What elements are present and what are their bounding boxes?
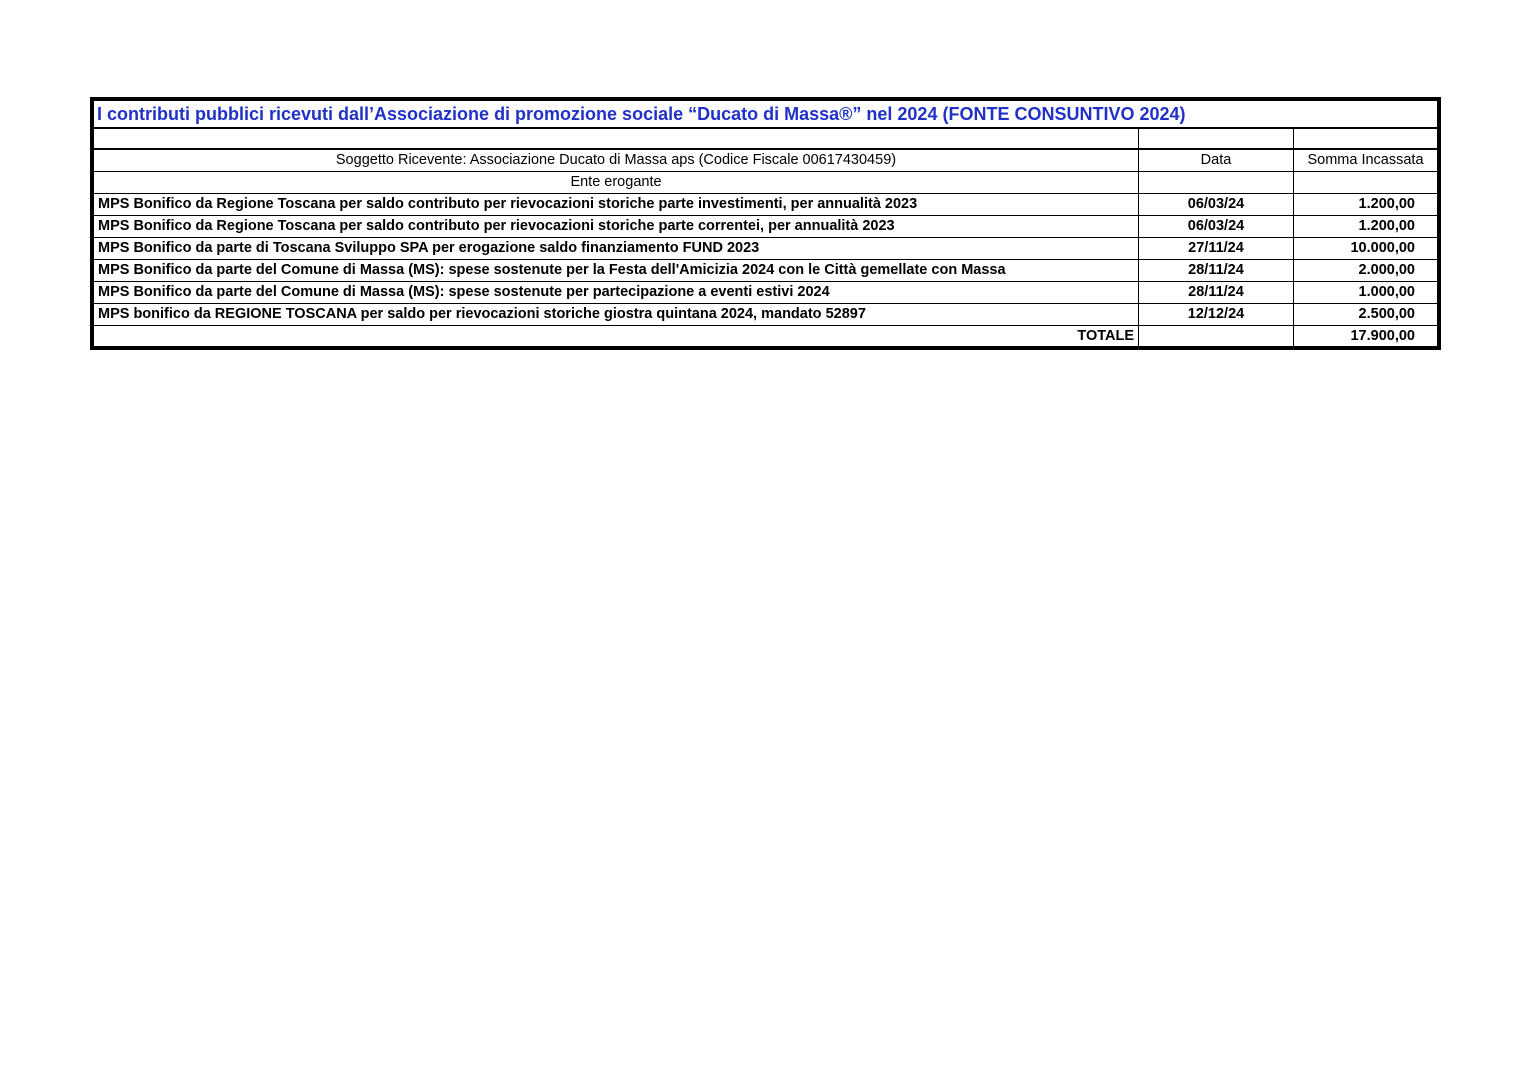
spacer-row: [94, 128, 1438, 149]
row-date: 06/03/24: [1139, 216, 1294, 238]
empty-cell: [1139, 326, 1294, 347]
table-row: [94, 282, 1438, 304]
row-amount: 2.500,00: [1294, 304, 1438, 326]
row-date: 12/12/24: [1139, 304, 1294, 326]
total-label: TOTALE: [94, 326, 1139, 347]
contributions-table: [93, 100, 1438, 347]
empty-cell: [1294, 128, 1438, 149]
row-amount: 10.000,00: [1294, 238, 1438, 260]
row-amount: 2.000,00: [1294, 260, 1438, 282]
total-amount: 17.900,00: [1294, 326, 1438, 347]
row-description: MPS Bonifico da parte del Comune di Massa (MS): spese sostenute per partecipazione a eventi estivi 2024: [94, 282, 1139, 304]
title-row: [94, 101, 1438, 129]
empty-cell: [94, 128, 1139, 149]
row-amount: 1.000,00: [1294, 282, 1438, 304]
empty-cell: [1139, 172, 1294, 194]
amount-header: Somma Incassata: [1294, 149, 1438, 172]
row-date: 28/11/24: [1139, 260, 1294, 282]
table-row: [94, 194, 1438, 216]
row-description: MPS Bonifico da Regione Toscana per saldo contributo per rievocazioni storiche parte correntei, per annualità 2023: [94, 216, 1139, 238]
ente-header: Ente erogante: [94, 172, 1139, 194]
row-amount: 1.200,00: [1294, 194, 1438, 216]
row-description: MPS Bonifico da parte di Toscana Sviluppo SPA per erogazione saldo finanziamento FUND 2023: [94, 238, 1139, 260]
header-row: [94, 149, 1438, 172]
row-description: MPS Bonifico da Regione Toscana per saldo contributo per rievocazioni storiche parte investimenti, per annualità 2023: [94, 194, 1139, 216]
subject-header: Soggetto Ricevente: Associazione Ducato di Massa aps (Codice Fiscale 00617430459): [94, 149, 1139, 172]
table-row: [94, 304, 1438, 326]
table-row: [94, 238, 1438, 260]
table-row: [94, 260, 1438, 282]
table-row: [94, 216, 1438, 238]
contributions-sheet: [90, 97, 1441, 350]
sheet-title: I contributi pubblici ricevuti dall’Associazione di promozione sociale “Ducato di Massa®” nel 2024 (FONTE CONSUNTIVO 2024): [94, 101, 1438, 129]
row-date: 28/11/24: [1139, 282, 1294, 304]
ente-header-row: [94, 172, 1438, 194]
empty-cell: [1139, 128, 1294, 149]
total-row: [94, 326, 1438, 347]
empty-cell: [1294, 172, 1438, 194]
row-description: MPS Bonifico da parte del Comune di Massa (MS): spese sostenute per la Festa dell'Amicizia 2024 con le Città gemellate con Massa: [94, 260, 1139, 282]
date-header: Data: [1139, 149, 1294, 172]
row-date: 27/11/24: [1139, 238, 1294, 260]
row-description: MPS bonifico da REGIONE TOSCANA per saldo per rievocazioni storiche giostra quintana 2024, mandato 52897: [94, 304, 1139, 326]
row-amount: 1.200,00: [1294, 216, 1438, 238]
row-date: 06/03/24: [1139, 194, 1294, 216]
